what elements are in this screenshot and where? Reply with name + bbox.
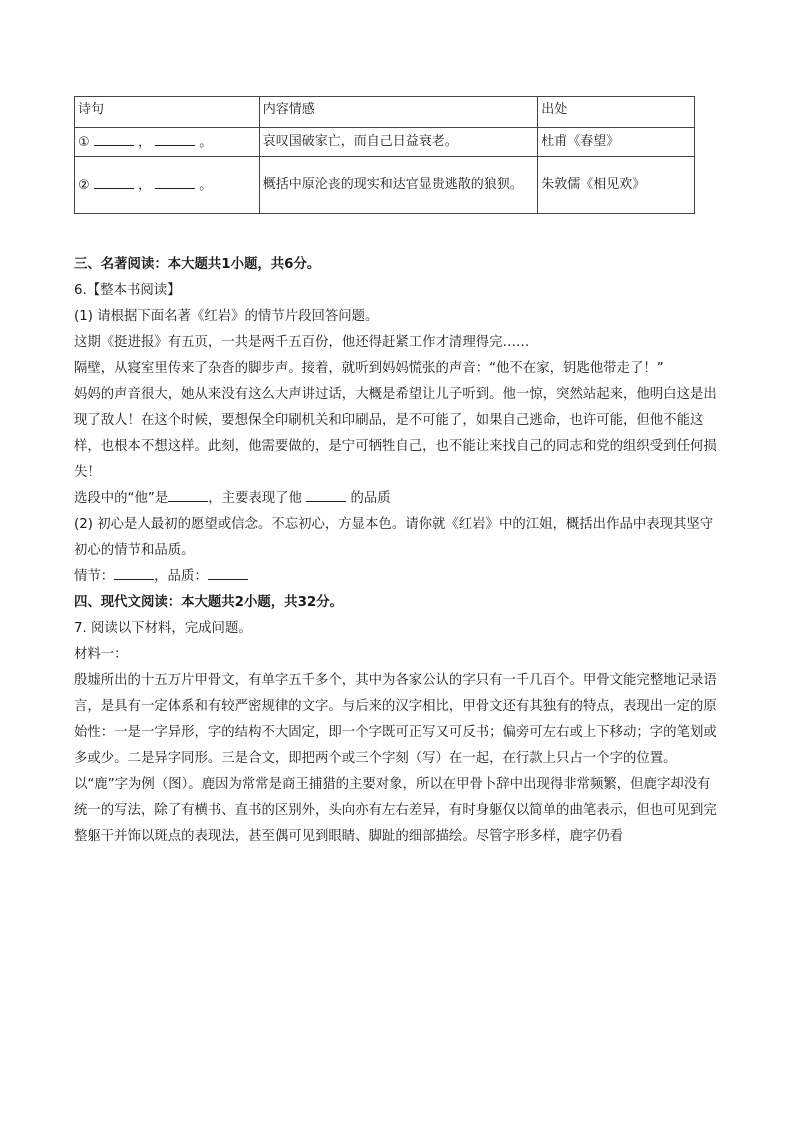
fill-prefix: 选段中的“他”是	[74, 491, 169, 506]
header-verse: 诗句	[75, 97, 260, 128]
separator: ，	[137, 177, 151, 193]
question-label: 6.【整本书阅读】	[74, 283, 181, 298]
table-header-row	[75, 97, 695, 128]
content-cell: 哀叹国破家亡，而自己日益衰老。	[259, 128, 538, 157]
fill-in-line	[74, 564, 722, 590]
question-text: (1) 请根据下面名著《红岩》的情节片段回答问题。	[74, 309, 379, 324]
verse-blank[interactable]	[155, 174, 195, 189]
header-source: 出处	[538, 97, 695, 128]
material-paragraph: 以“鹿”字为例（图）。鹿因为常常是商王捕猎的主要对象，所以在甲骨卜辞中出现得非常频繁，但鹿字却没有统一的写法，除了有横书、直书的区别外，头向亦有左右差异，有时身躯仅以简单的曲笔表示，但也可见到完整躯干并饰以斑点的表现法，甚至偶可见到眼睛、脚趾的细部描绘。尽管字形多样，鹿字仍看	[74, 777, 717, 844]
verse-cell	[75, 157, 260, 214]
source-cell: 朱敦儒《相见欢》	[538, 157, 695, 214]
question-text: (2) 初心是人最初的愿望或信念。不忘初心，方显本色。请你就《红岩》中的江姐，概括出作品中表现其坚守初心的情节和品质。	[74, 517, 714, 558]
content-cell: 概括中原沦丧的现实和达官显贵逃散的狼狈。	[259, 157, 538, 214]
section-heading: 三、名著阅读：本大题共1小题，共6分。	[74, 257, 321, 272]
fill-middle: ，主要表现了他	[208, 491, 307, 506]
answer-blank[interactable]	[168, 487, 208, 502]
fill-in-line	[74, 486, 722, 512]
fill-prefix: 情节：	[74, 569, 115, 584]
fill-middle: ，品质：	[154, 569, 208, 584]
verse-blank[interactable]	[94, 131, 134, 146]
question-text: 7. 阅读以下材料，完成问题。	[74, 621, 252, 636]
passage-paragraph: 这期《挺进报》有五页，一共是两千五百份，他还得赶紧工作才清理得完……	[74, 335, 530, 350]
fill-suffix: 的品质	[346, 491, 391, 506]
section-heading: 四、现代文阅读：本大题共2小题，共32分。	[74, 595, 343, 610]
row-number: ①	[78, 134, 90, 150]
separator: ，	[137, 134, 151, 150]
header-content: 内容情感	[259, 97, 538, 128]
end-mark: 。	[199, 177, 213, 193]
verse-blank[interactable]	[94, 174, 134, 189]
source-cell: 杜甫《春望》	[538, 128, 695, 157]
answer-blank[interactable]	[208, 565, 248, 580]
material-paragraph: 殷墟所出的十五万片甲骨文，有单字五千多个，其中为各家公认的字只有一千几百个。甲骨文能完整地记录语言，是具有一定体系和有较严密规律的文字。与后来的汉字相比，甲骨文还有其独有的特点，表现出一定的原始性：一是一字异形，字的结构不大固定，即一个字既可正写又可反书；偏旁可左右或上下移动；字的笔划或多或少。二是异字同形。三是合文，即把两个或三个字刻（写）在一起，在行款上只占一个字的位置。	[74, 673, 717, 766]
row-number: ②	[78, 177, 90, 193]
material-label: 材料一：	[74, 647, 128, 662]
verse-cell	[75, 128, 260, 157]
end-mark: 。	[199, 134, 213, 150]
document-body	[74, 252, 722, 850]
poem-table	[74, 96, 695, 214]
answer-blank[interactable]	[306, 487, 346, 502]
passage-paragraph: 妈妈的声音很大，她从来没有这么大声讲过话，大概是希望让儿子听到。他一惊，突然站起来，他明白这是出现了敌人！在这个时候，要想保全印刷机关和印刷品，是不可能了，如果自己逃命，也许可能，但他不能这样，也根本不想这样。此刻，他需要做的，是宁可牺牲自己，也不能让来找自己的同志和党的组织受到任何损失！	[74, 387, 717, 480]
passage-paragraph: 隔壁，从寝室里传来了杂沓的脚步声。接着，就听到妈妈慌张的声音：“他不在家，钥匙他带走了！”	[74, 361, 664, 376]
table-row	[75, 128, 695, 157]
verse-blank[interactable]	[155, 131, 195, 146]
table-row	[75, 157, 695, 214]
answer-blank[interactable]	[114, 565, 154, 580]
